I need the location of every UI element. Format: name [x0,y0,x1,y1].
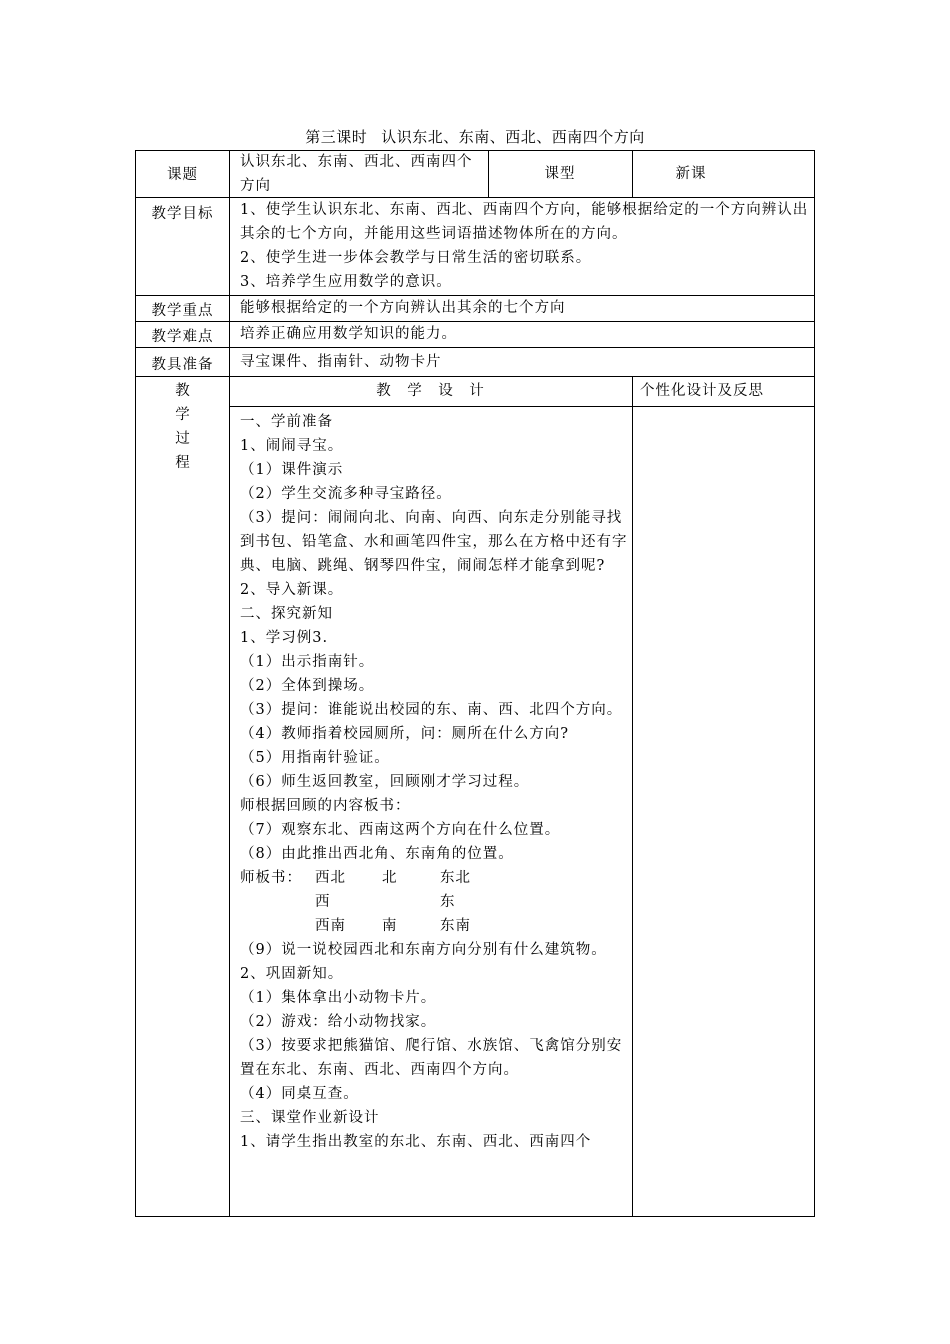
direction-southeast: 东南 [440,918,471,934]
board-directions-row-2 [240,890,630,914]
design-content [240,410,630,1154]
design-line: （2）全体到操场。 [240,678,375,694]
design-line: 2、巩固新知。 [240,966,344,982]
difficulty-label: 教学难点 [151,329,214,345]
key-value: 能够根据给定的一个方向辨认出其余的七个方向 [240,300,566,316]
direction-south: 南 [382,918,398,934]
difficulty-value: 培养正确应用数学知识的能力。 [240,326,457,342]
board-label: 师板书： [240,870,302,886]
process-label-char: 过 [175,431,190,447]
design-line: 2、导入新课。 [240,582,344,598]
goals-list [240,198,810,294]
design-line: （3）提问：闹闹向北、向南、向西、向东走分别能寻找到书包、铅笔盒、水和画笔四件宝，那么在方格中还有字典、电脑、跳绳、钢琴四件宝，闹闹怎样才能拿到呢? [240,510,628,574]
board-directions-row-1 [240,866,630,890]
design-line: （1）出示指南针。 [240,654,375,670]
design-line: （2）游戏：给小动物找家。 [240,1014,437,1030]
board-directions-row-3 [240,914,630,938]
key-label: 教学重点 [151,303,214,319]
design-line: （3）按要求把熊猫馆、爬行馆、水族馆、飞禽馆分别安置在东北、东南、西北、西南四个方向。 [240,1038,623,1078]
title-lesson: 第三课时 [305,128,368,146]
process-label-char: 教 [175,383,190,399]
tools-value: 寻宝课件、指南针、动物卡片 [240,354,442,370]
direction-northeast: 东北 [440,870,471,886]
tools-label: 教具准备 [151,357,214,373]
goal-item: 1、使学生认识东北、东南、西北、西南四个方向，能够根据给定的一个方向辨认出其余的七个方向，并能用这些词语描述物体所在的方向。 [240,202,809,242]
design-line: （1）课件演示 [240,462,344,478]
goal-item: 2、使学生进一步体会教学与日常生活的密切联系。 [240,250,592,266]
direction-east: 东 [440,894,456,910]
goal-item: 3、培养学生应用数学的意识。 [240,274,452,290]
design-line: （5）用指南针验证。 [240,750,390,766]
page-title [0,126,950,147]
direction-northwest: 西北 [315,870,346,886]
reflection-header: 个性化设计及反思 [640,383,764,399]
type-label: 课型 [544,166,576,182]
design-line: （7）观察东北、西南这两个方向在什么位置。 [240,822,561,838]
design-line: （9）说一说校园西北和东南方向分别有什么建筑物。 [240,942,607,958]
design-line: 三、课堂作业新设计 [240,1110,380,1126]
design-header: 教 学 设 计 [376,383,485,399]
process-label-char: 程 [175,455,190,471]
direction-north: 北 [382,870,398,886]
design-line: 1、请学生指出教室的东北、东南、西北、西南四个 [240,1134,592,1150]
direction-west: 西 [315,894,331,910]
topic-label: 课题 [167,167,198,183]
design-line: （2）学生交流多种寻宝路径。 [240,486,452,502]
design-line: 二、探究新知 [240,606,333,622]
title-topic: 认识东北、东南、西北、西南四个方向 [381,128,645,146]
design-line: （3）提问：谁能说出校园的东、南、西、北四个方向。 [240,702,623,718]
goals-label: 教学目标 [151,206,214,222]
design-line: 1、闹闹寻宝。 [240,438,344,454]
design-line: （4）教师指着校园厕所，问：厕所在什么方向? [240,726,569,742]
design-line: 1、学习例3. [240,630,329,646]
design-line: （4）同桌互查。 [240,1086,359,1102]
design-line: 一、学前准备 [240,414,333,430]
design-line: 师根据回顾的内容板书： [240,798,411,814]
design-line: （1）集体拿出小动物卡片。 [240,990,437,1006]
type-value: 新课 [675,166,707,182]
design-line: （8）由此推出西北角、东南角的位置。 [240,846,514,862]
design-line: （6）师生返回教室，回顾刚才学习过程。 [240,774,530,790]
topic-value: 认识东北、东南、西北、西南四个方向 [240,154,473,194]
direction-southwest: 西南 [315,918,346,934]
process-label-char: 学 [175,407,190,423]
